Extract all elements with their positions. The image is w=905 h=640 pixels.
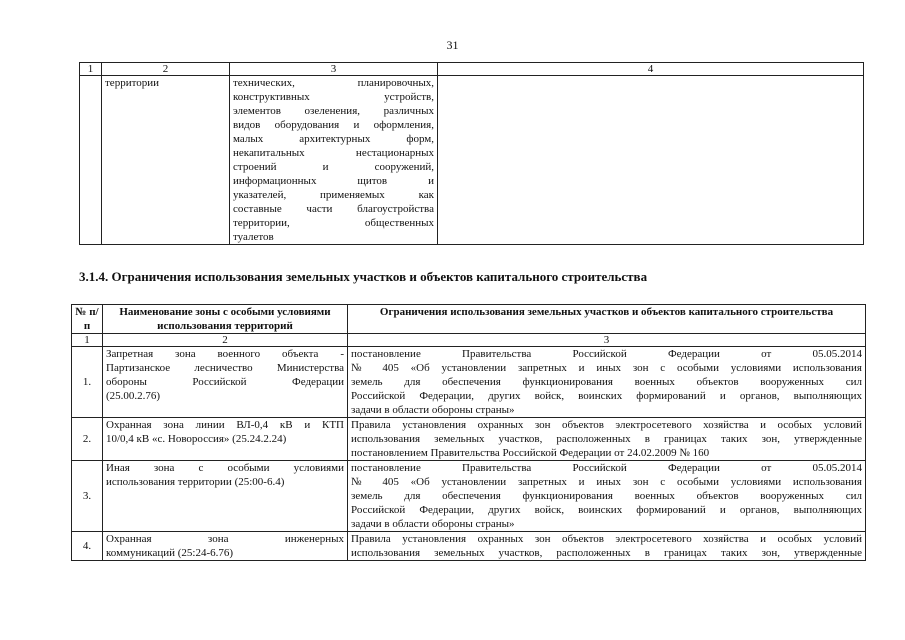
table-row	[72, 532, 866, 561]
text-line: технических, планировочных,	[233, 77, 434, 89]
column-number: 1	[80, 63, 102, 76]
column-number: 1	[72, 334, 103, 347]
empty-cell	[438, 76, 864, 245]
text-line: использования земельных участков, расположенных в границах таких зон, утвержденные	[351, 433, 862, 445]
text-line: № 405 «Об установлении запретных и иных зон с особыми условиями использования	[351, 362, 862, 374]
column-number: 3	[348, 334, 866, 347]
table-row	[72, 418, 866, 461]
restriction-cell	[348, 347, 866, 418]
section-title: 3.1.4. Ограничения использования земельных участков и объектов капитального строительства	[79, 269, 648, 284]
text-line: Охранная зона инженерных	[106, 533, 344, 545]
text-line: строений и сооружений,	[233, 161, 434, 173]
text-line: Российской Федерации, других войск, воинских формирований и органов, выполняющих	[351, 504, 862, 516]
text-line: Правила установления охранных зон объектов электросетевого хозяйства и особых условий	[351, 419, 862, 431]
table-row	[72, 347, 866, 418]
row-number: 2.	[72, 418, 103, 461]
text-line: информационных щитов и	[233, 175, 434, 187]
header-zone: Наименование зоны с особыми условиями использования территорий	[103, 305, 348, 334]
zone-cell	[103, 347, 348, 418]
column-number: 2	[102, 63, 230, 76]
description-cell	[230, 76, 438, 245]
text-line: земель для обеспечения функционирования военных объектов вооруженных сил	[351, 376, 862, 388]
zone-cell	[103, 418, 348, 461]
zone-cell	[103, 461, 348, 532]
restriction-cell	[348, 532, 866, 561]
text-line: использования земельных участков, расположенных в границах таких зон, утвержденные	[351, 547, 862, 559]
column-number: 4	[438, 63, 864, 76]
restriction-cell	[348, 418, 866, 461]
zone-cell	[103, 532, 348, 561]
text-line: земель для обеспечения функционирования военных объектов вооруженных сил	[351, 490, 862, 502]
text-line: Иная зона с особыми условиями	[106, 462, 344, 474]
text-line: постановление Правительства Российской Федерации от 05.05.2014	[351, 348, 862, 360]
text-line: 10/0,4 кВ «с. Новороссия» (25.24.2.24)	[106, 433, 287, 445]
text-line: постановлением Правительства Российской Федерации от 24.02.2009 № 160	[351, 447, 710, 459]
text-line: задачи в области обороны страны»	[351, 518, 515, 530]
text-line: Охранная зона линии ВЛ-0,4 кВ и КТП	[106, 419, 344, 431]
text-line: Запретная зона военного объекта -	[106, 348, 344, 360]
text-line: (25.00.2.76)	[106, 390, 161, 402]
text-line: коммуникаций (25:24-6.76)	[106, 547, 234, 559]
text-line: некапитальных нестационарных	[233, 147, 434, 159]
column-number: 2	[103, 334, 348, 347]
text-line: постановление Правительства Российской Федерации от 05.05.2014	[351, 462, 862, 474]
header-restrictions: Ограничения использования земельных участков и объектов капитального строительства	[348, 305, 866, 334]
text-line: № 405 «Об установлении запретных и иных зон с особыми условиями использования	[351, 476, 862, 488]
text-line: туалетов	[233, 231, 274, 243]
text-line: видов оборудования и оформления,	[233, 119, 434, 131]
text-line: малых архитектурных форм,	[233, 133, 434, 145]
row-number: 1.	[72, 347, 103, 418]
text-line: составные части благоустройства	[233, 203, 434, 215]
header-row	[72, 305, 866, 334]
row-number: 4.	[72, 532, 103, 561]
text-line: конструктивных устройств,	[233, 91, 434, 103]
table-row	[80, 76, 864, 245]
empty-cell	[80, 76, 102, 245]
header-number: № п/п	[72, 305, 103, 334]
text-line: указателей, применяемых как	[233, 189, 434, 201]
row-number: 3.	[72, 461, 103, 532]
column-number-row	[80, 63, 864, 76]
territory-cell: территории	[102, 76, 230, 245]
page-number: 31	[446, 38, 459, 52]
text-line: обороны Российской Федерации	[106, 376, 344, 388]
column-number-row	[72, 334, 866, 347]
text-line: Российской Федерации, других войск, воинских формирований и органов, выполняющих	[351, 390, 862, 402]
text-line: элементов озеленения, различных	[233, 105, 434, 117]
column-number: 3	[230, 63, 438, 76]
restriction-cell	[348, 461, 866, 532]
table-row	[72, 461, 866, 532]
text-line: использования территории (25:00-6.4)	[106, 476, 285, 488]
text-line: территории, общественных	[233, 217, 434, 229]
continuation-table	[79, 62, 864, 245]
text-line: задачи в области обороны страны»	[351, 404, 515, 416]
restrictions-table	[71, 304, 866, 561]
text-line: Правила установления охранных зон объектов электросетевого хозяйства и особых условий	[351, 533, 862, 545]
text-line: Партизанское лесничество Министерства	[106, 362, 344, 374]
